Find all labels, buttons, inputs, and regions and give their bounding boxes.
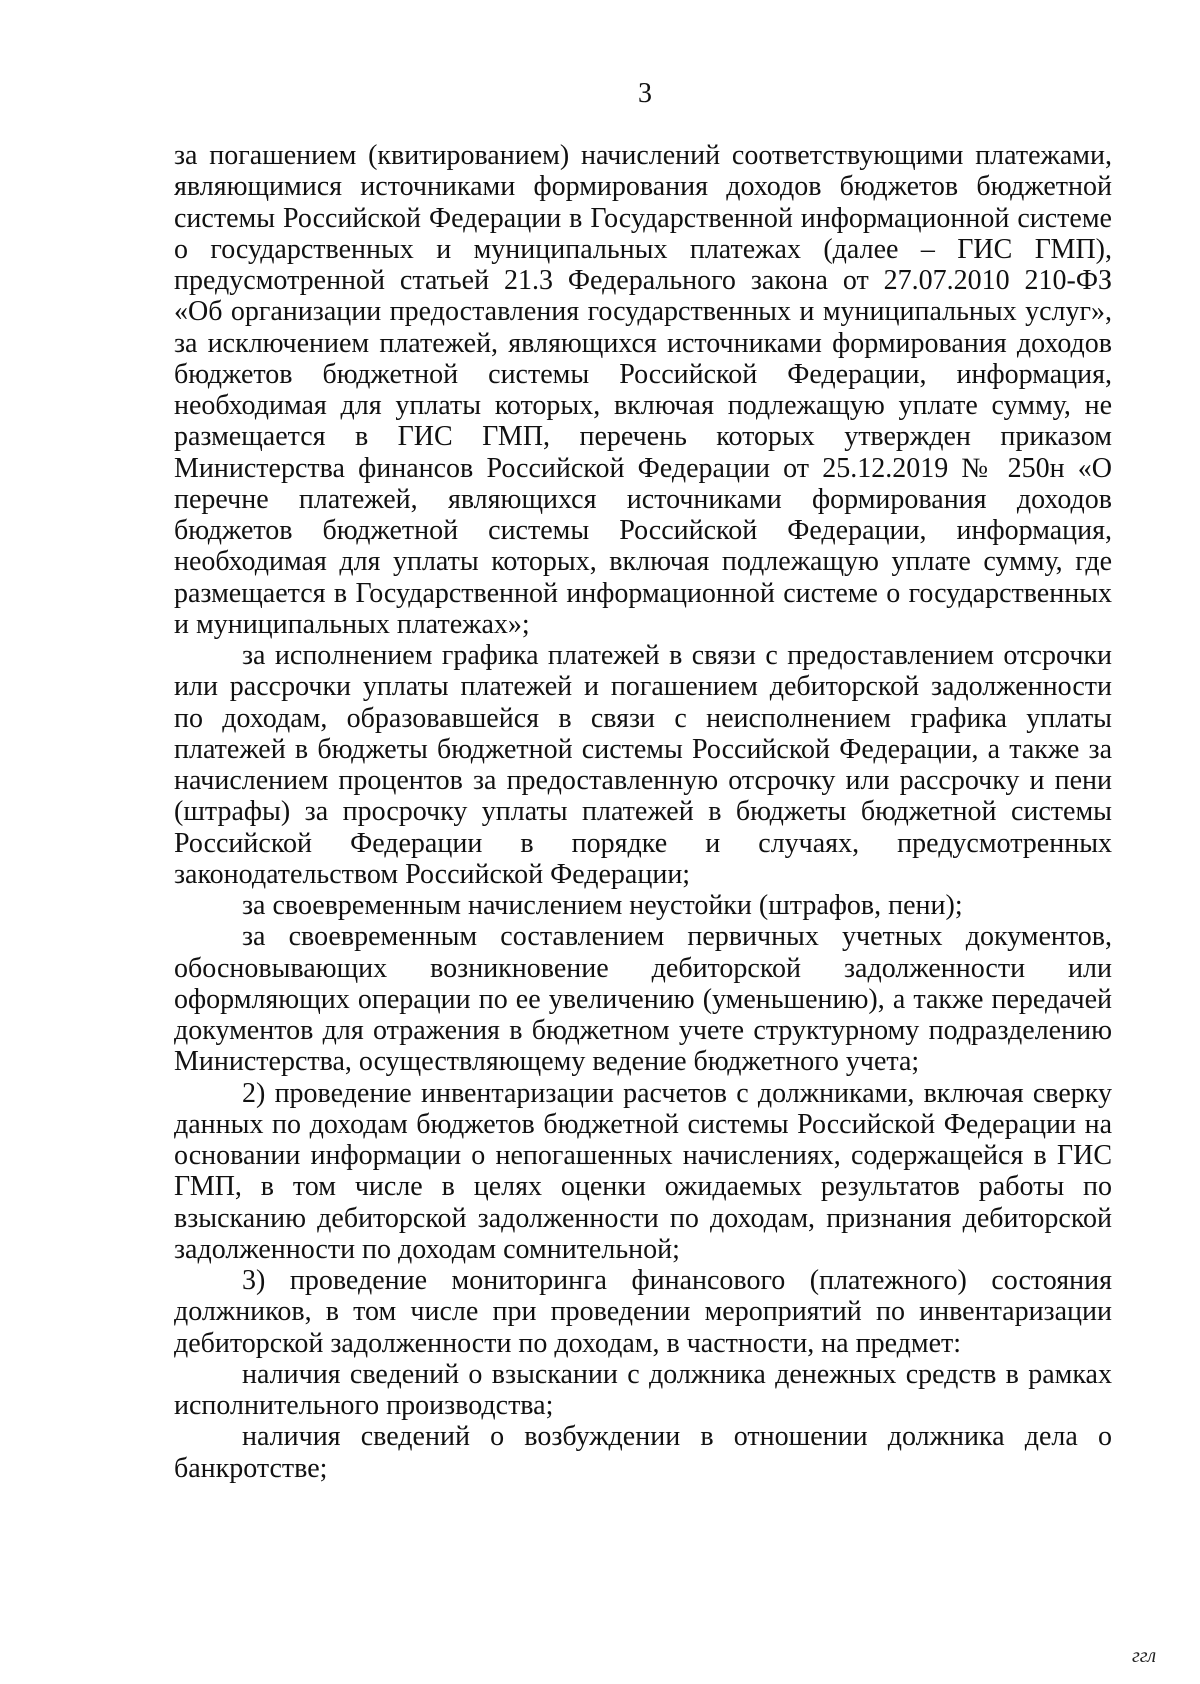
paragraph-monitoring: 3) проведение мониторинга финансового (платежного) состояния должников, в том числе при проведении мероприятий по инвентаризации дебиторской задолженности по доходам, в частности, на предмет: <box>174 1265 1112 1359</box>
paragraph-gis-gmp-repayment: за погашением (квитированием) начислений соответствующими платежами, являющимися источниками формирования доходов бюджетов бюджетной системы Российской Федерации в Государственной информационной системе о государственных и муниципальных платежах (далее – ГИС ГМП), предусмотренной статьей 21.3 Федерального закона от 27.07.2010 210-ФЗ «Об организации предоставления государственных и муниципальных услуг», за исключением платежей, являющихся источниками формирования доходов бюджетов бюджетной системы Российской Федерации, информация, необходимая для уплаты которых, включая подлежащую уплате сумму, не размещается в ГИС ГМП, перечень которых утвержден приказом Министерства финансов Российской Федерации от 25.12.2019 № 250н «О перечне платежей, являющихся источниками формирования доходов бюджетов бюджетной системы Российской Федерации, информация, необходимая для уплаты которых, включая подлежащую уплате сумму, где размещается в Государственной информационной системе о государственных и муниципальных платежах»; <box>174 140 1112 640</box>
document-body <box>174 140 1112 1484</box>
paragraph-primary-documents: за своевременным составлением первичных учетных документов, обосновывающих возникновение дебиторской задолженности или оформляющих операции по ее увеличению (уменьшению), а также передачей документов для отражения в бюджетном учете структурному подразделению Министерства, осуществляющему ведение бюджетного учета; <box>174 921 1112 1078</box>
paragraph-enforcement-info: наличия сведений о взыскании с должника денежных средств в рамках исполнительного производства; <box>174 1358 1112 1421</box>
handwritten-margin-mark: ггл <box>1132 1645 1157 1667</box>
paragraph-bankruptcy-info: наличия сведений о возбуждении в отношении должника дела о банкротстве; <box>174 1421 1112 1484</box>
paragraph-inventory: 2) проведение инвентаризации расчетов с должниками, включая сверку данных по доходам бюджетов бюджетной системы Российской Федерации на основании информации о непогашенных начислениях, содержащейся в ГИС ГМП, в том числе в целях оценки ожидаемых результатов работы по взысканию дебиторской задолженности по доходам, признания дебиторской задолженности по доходам сомнительной; <box>174 1077 1112 1265</box>
paragraph-penalty-accrual: за своевременным начислением неустойки (штрафов, пени); <box>242 890 963 921</box>
paragraph-payment-schedule: за исполнением графика платежей в связи с предоставлением отсрочки или рассрочки уплаты платежей и погашением дебиторской задолженности по доходам, образовавшейся в связи с неисполнением графика уплаты платежей в бюджеты бюджетной системы Российской Федерации, а также за начислением процентов за предоставленную отсрочку или рассрочку и пени (штрафы) за просрочку уплаты платежей в бюджеты бюджетной системы Российской Федерации в порядке и случаях, предусмотренных законодательством Российской Федерации; <box>174 640 1112 890</box>
page-number: 3 <box>638 78 652 109</box>
